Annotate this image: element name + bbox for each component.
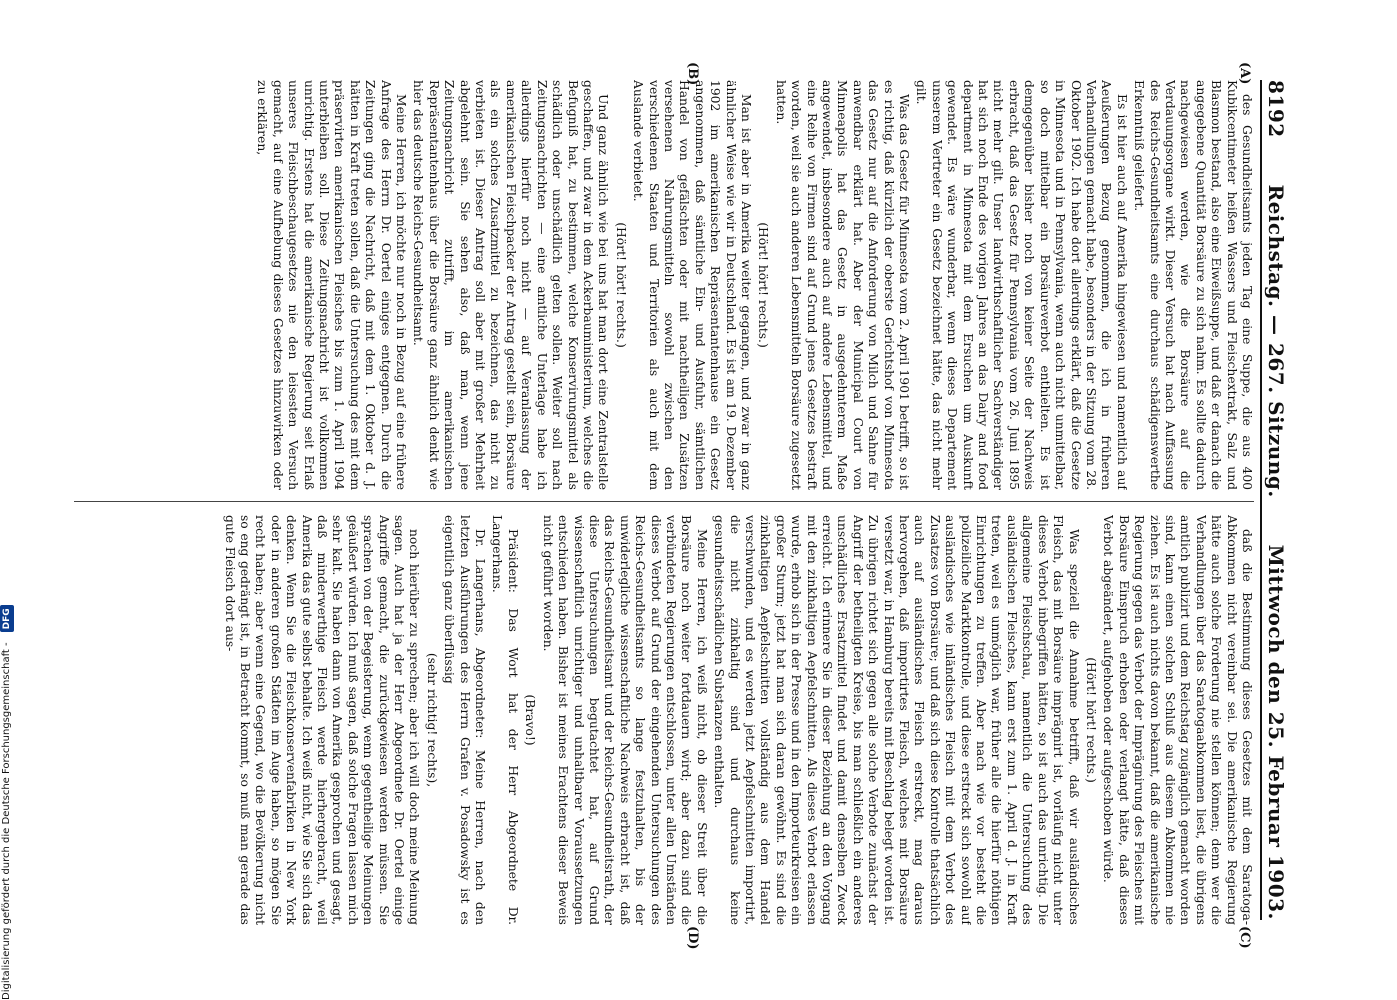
sidebar (0, 0, 14, 1000)
paragraph: des Gesundheitsamts jeden Tag eine Suppe, die aus 400 Kubikcentimeter heißen Wassers und Fleischextrakt, Salz und Blasmon bestand, also eine Eiweißsuppe, und daß er danach die angegebene Quantität Borsäure zu sich nahm. Es sollte dadurch nachgewiesen werden, wie die Borsäure auf die Verdauungsorgane wirkt. Dieser Versuch hat nach Auffassung des Reichs-Gesundheitsamts eine durchaus schädigenswerthe Erkenntniß geliefert. (1132, 80, 1254, 490)
interjection: (Hört! hört! rechts.) (756, 222, 771, 348)
paragraph: Meine Herren, ich weiß nicht, ob dieser Streit über die Borsäure noch weiter fortdauern wird; aber dazu sind die verbündeten Regierungen entschlossen, unter allen Umständen dieses Verbot auf Grund der eingehenden Untersuchungen des Reichs-Gesundheitsamts so lange festzuhalten, bis der unwiderlegliche wissenschaftliche Nachweis erbracht ist, daß das Reichs-Gesundheitsamt und der Reichs-Gesundheitsrath, der diese Untersuchungen begutachtet hat, auf Grund wissenschaftlich unrichtiger und unhaltbarer Voraussetzungen entschieden haben. Bisher ist meines Erachtens dieser Beweis nicht geführt worden. (540, 515, 709, 925)
margin-marker-c: (C) (1237, 926, 1252, 949)
right-column (74, 515, 1254, 925)
margin-marker-d: (D) (685, 926, 700, 950)
interjection: (Hört! hört! rechts.) (613, 222, 628, 348)
paragraph: Es ist hier auch auf Amerika hingewiesen und namentlich auf Aeußerungen Bezug genommen, die ich in früheren Verhandlungen gemacht habe, besonders in der Sitzung vom 28. Oktober 1902. Ich habe dort allerdings erklärt, daß die Gesetze in Minnesota und in Pennsylvania, wenn auch nicht unmittelbar, so doch mittelbar ein Borsäureverbot enthielten. Es ist demgegenüber bisher noch von keiner Seite der Nachweis erbracht, daß das Gesetz für Pennsylvania vom 26. Juni 1895 nicht mehr gilt. Unser landwirthschaftlicher Sachverständiger hat sich noch Ende des vorigen Jahres an das Dairy and food department in Minnesota mit dem Ersuchen um Auskunft gewendet. Es wäre wunderbar, wenn dieses Departement unserem Vertreter ein Gesetz bezeichnet hätte, das nicht mehr gilt. (914, 80, 1129, 490)
interjection: (Hört! hört! rechts.) (1083, 657, 1098, 783)
session-title: Reichstag. — 267. Sitzung. (1264, 184, 1288, 498)
interjection: (Bravo!) (523, 694, 538, 746)
paragraph: Man ist aber in Amerika weiter gegangen, und zwar in ganz ähnlicher Weise wie wir in Deutschland. Es ist am 19. Dezember 1902 im amerikanischen Repräsentantenhause ein Gesetz angenommen, daß sämtliche Ein- und Ausfuhr, sämtlichen Handel von gefälschten oder mit nachtheiligen Zusätzen versehenen Nahrungsmitteln sowohl zwischen den verschiedenen Staaten und Territorien als auch mit dem Auslande verbietet. (631, 80, 753, 490)
sidebar-credit (0, 0, 14, 1000)
column-divider (74, 501, 1254, 502)
margin-marker-b: (B) (685, 62, 700, 86)
page-number: 8192 (1264, 80, 1288, 138)
page-content (60, 40, 1300, 960)
paragraph: Präsident: Das Wort hat der Herr Abgeordnete Dr. Langerhans. (490, 515, 520, 925)
paragraph: Was speziell die Annahme betrifft, daß wir ausländisches Fleisch, das mit Borsäure imprägnirt ist, vorläufig nicht unter dieses Verbot inbegriffen hätten, so ist auch das unrichtig. Die allgemeine Fleischschau, namentlich die Untersuchung des ausländischen Fleisches, kann erst zum 1. April d. J. in Kraft treten, weil es unmöglich war, früher alle die hierfür nöthigen Einrichtungen zu treffen. Aber nach wie vor besteht die polizeiliche Marktkontrolle, und diese erstreckt sich sowohl auf ausländisches wie inländisches Fleisch mit dem Verbot des Zusatzes von Borsäure; und daß sich diese Kontrolle thatsächlich auch auf ausländisches Fleisch erstreckt, mag daraus hervorgehen, daß importirtes Fleisch, welches mit Borsäure versetzt war, in Hamburg bereits mit Beschlag belegt worden ist. Zu übrigen richtet sich gegen alle solche Verbote zunächst der Angriff der betheiligten Kreise, bis man schließlich ein anderes unschädliches Ersatzmittel findet und damit denselben Zweck erreicht. Ich erinnere Sie in dieser Beziehung an den Vorgang mit den zinkhaltigen Aepfelschnitten. Als dieses Verbot erlassen wurde, erhob sich in der Presse und in den Importeurkreisen ein großer Sturm; jetzt hat man sich daran gewöhnt. Es sind die zinkhaltigen Aepfelschnitten vollständig aus dem Handel verschwunden, und es werden jetzt Aepfelschnitten importirt, die nicht zinkhaltig sind und durchaus keine gesundheitsschädlichen Substanzen enthalten. (712, 515, 1081, 925)
margin-marker-a: (A) (1237, 62, 1252, 85)
left-column (74, 80, 1254, 490)
paragraph: Und ganz ähnlich wie bei uns hat man dort eine Zentralstelle geschaffen, und zwar in dem Ackerbauministerium, welches die Befugniß hat, zu bestimmen, welche Konservirungsmittel als schädlich oder unschädlich gelten sollen. Weiter soll nach Zeitungsnachrichten — eine amtliche Unterlage habe ich allerdings hierfür noch nicht — auf Veranlassung der amerikanischen Fleischpacker der Antrag gestellt sein, Borsäure als ein solches Zusatzmittel zu bezeichnen, das nicht zu verbieten ist. Dieser Antrag soll aber mit großer Mehrheit abgelehnt sein. Sie sehen also, daß man, wenn jene Zeitungsnachricht zutrifft, im amerikanischen Repräsentantenhaus über die Borsäure ganz ähnlich denkt wie hier das deutsche Reichs-Gesundheitsamt. (411, 80, 611, 490)
paragraph: Dr. Langerhans, Abgeordneter: Meine Herren, nach den letzten Ausführungen des Herrn Grafen v. Posadowsky ist es eigentlich ganz überflüssig (442, 515, 488, 925)
scanned-page (60, 40, 1300, 960)
page-header (1260, 80, 1290, 920)
paragraph: Meine Herren, ich möchte nur noch in Bezug auf eine frühere Anfrage des Herrn Dr. Oertel einiges entgegnen. Durch die Zeitungen ging die Nachricht, daß mit dem 1. Oktober d. J. hätten in Kraft treten sollen, daß die Untersuchung des mit dem präservirten amerikanischen Fleisches bis zum 1. April 1904 unterbleiben soll. Diese Zeitungsnachricht ist vollkommen unrichtig. Erstens hat die amerikanische Regierung seit Erlaß unseres Fleischbeschaugesetzes nie den leisesten Versuch gemacht, auf eine Aufhebung dieses Gesetzes hinzuwirken oder zu erklären, (255, 80, 409, 490)
dfg-logo: DFG (0, 605, 14, 632)
paragraph: daß die Bestimmung dieses Gesetzes mit dem Saratoga-Abkommen nicht vereinbar sei. Die amerikanische Regierung hätte auch solche Forderung nie stellen können; denn wer die Verhandlungen über das Saratogaabkommen liest, die übrigens amtlich publizirt und dem Reichstag zugänglich gemacht worden sind, kann einen solchen Schluß aus diesem Abkommen nie ziehen. Es ist auch nichts davon bekannt, daß die amerikanische Regierung gegen das Verbot der Imprägnirung des Fleisches mit Borsäure Einspruch erhoben oder verlangt hätte, daß dieses Verbot abgeändert, aufgehoben oder aufgeschoben würde. (1101, 515, 1254, 925)
interjection: (sehr richtig! rechts), (424, 652, 439, 788)
paragraph: noch hierüber zu sprechen; aber ich will doch meine Meinung sagen. Auch hat ja der Herr Abgeordnete Dr. Oertel einige Angriffe gemacht, die zurückgewiesen werden müssen. Sie sprachen von der Begeisterung, wenn gegentheilige Meinungen geäußert würden. Ich muß sagen, daß solche Fragen lassen mich sehr kalt. Sie haben dann von Amerika gesprochen und gesagt, daß minderwerthige Fleisch werde hierhergebracht, weil Amerika das gute selbst behalte. Ich weiß nicht, wie Sie sich das denken. Wenn Sie die Fleischkonservenfabriken in New York oder in anderen großen Städten im Auge haben, so mögen Sie recht haben; aber wenn eine Gegend, wo die Bevölkerung nicht so eng gedrängt ist, in Betracht kommt, so muß man gerade das gute Fleisch dort aus- (222, 515, 422, 925)
session-date: Mittwoch den 25. Februar 1903. (1264, 544, 1288, 920)
paragraph: Was das Gesetz für Minnesota vom 2. April 1901 betrifft, so ist es richtig, daß kürzlich der oberste Gerichtshof von Minnesota das Gesetz nur auf die Anforderung von Milch und Sahne für anwendbar erklärt hat. Aber der Municipal Court von Minneapolis hat das Gesetz in ausgedehnterem Maße angewendet, insbesondere auch auf andere Lebensmittel, und eine Reihe von Firmen sind auf Grund jenes Gesetzes bestraft worden, weil sie auch anderen Lebensmitteln Borsäure zugesetzt hatten. (773, 80, 912, 490)
funding-note: Digitalisierung gefördert durch die Deutsche Forschungsgemeinschaft - (1, 642, 12, 1000)
